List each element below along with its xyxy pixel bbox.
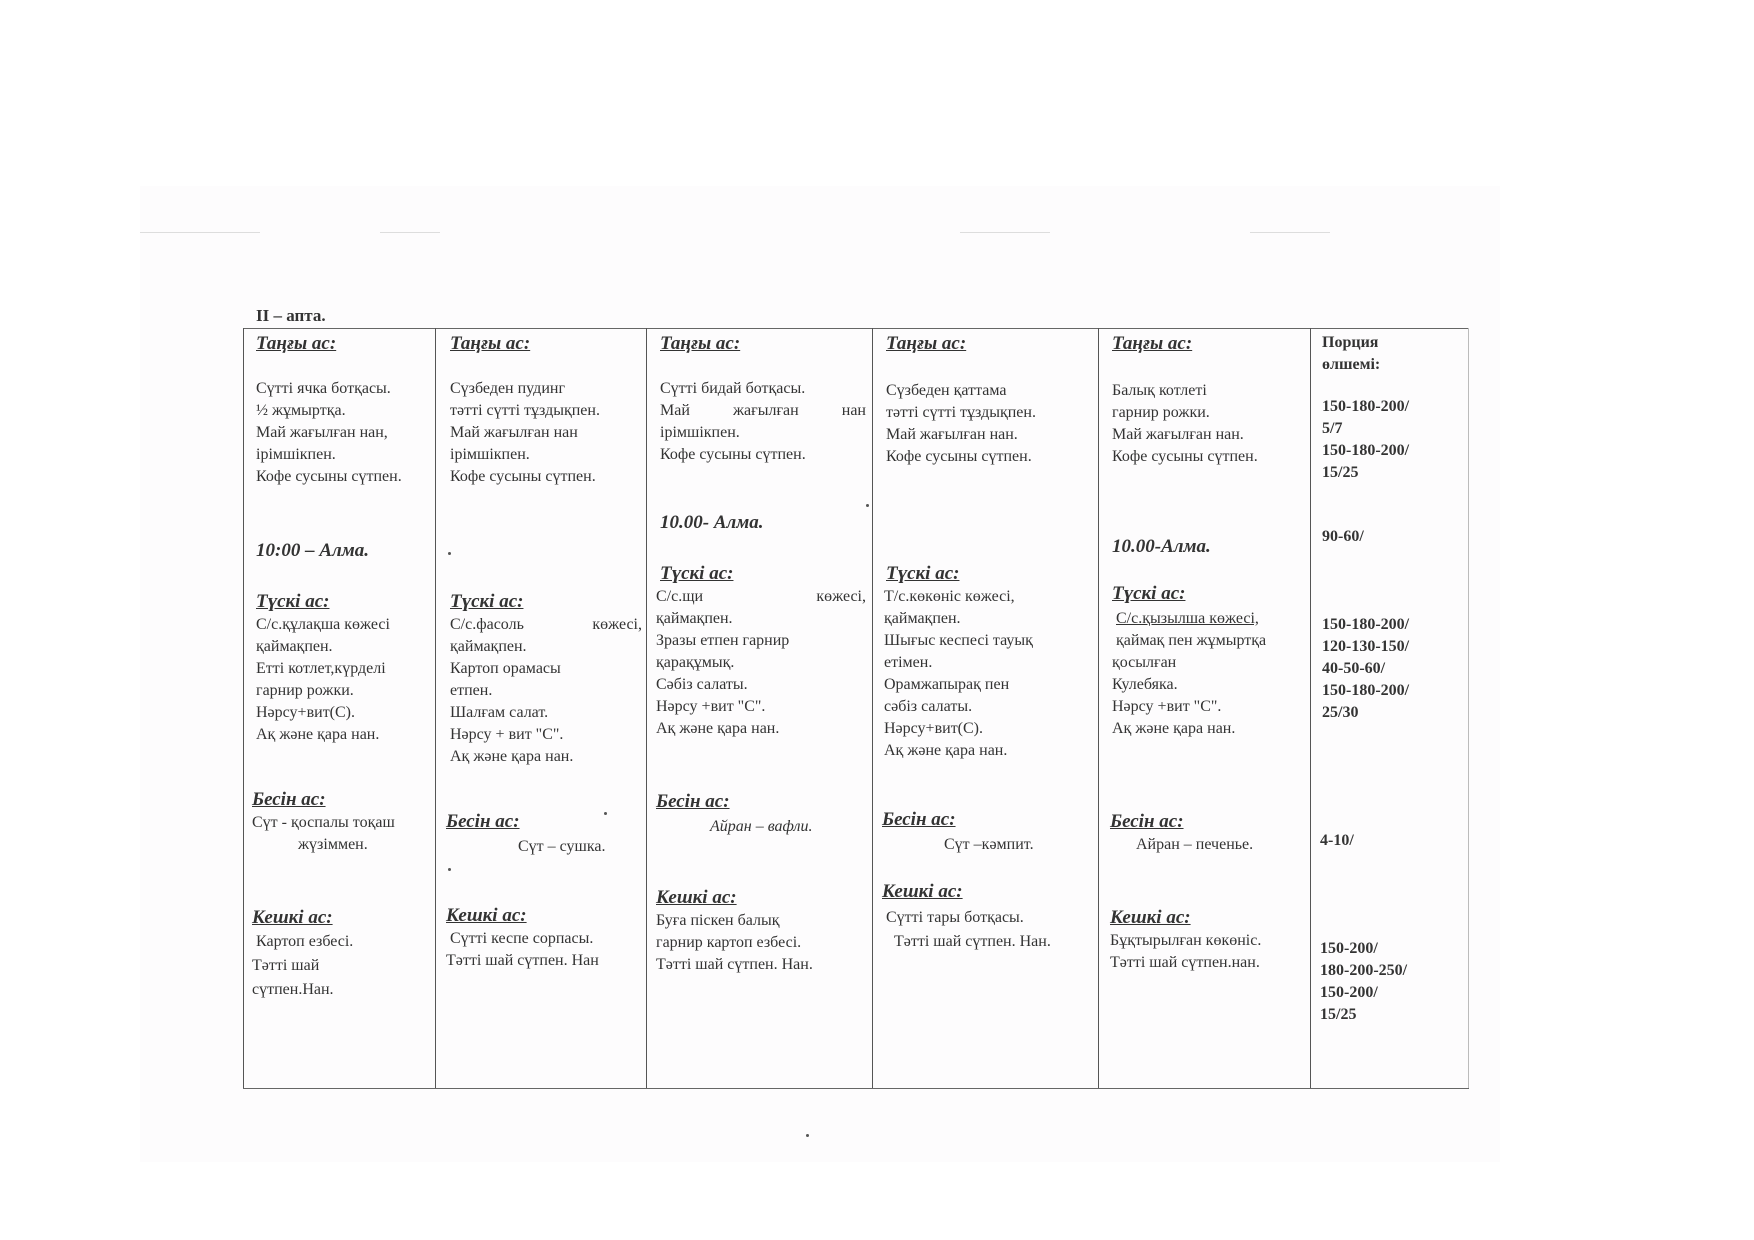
scan-artifact [960,232,1050,233]
menu-line: Шалғам салат. [450,704,549,721]
menu-line: Тәтті шай [252,957,320,974]
scan-speck [866,504,869,507]
lunch-heading: Түскі ас: [886,563,960,584]
scan-speck [806,1134,809,1137]
menu-line: қарақұмық. [656,654,735,671]
menu-line-justified [660,400,866,422]
breakfast-heading: Таңғы ас: [660,333,741,354]
breakfast-menu [450,378,600,488]
breakfast-menu [886,380,1036,468]
breakfast-heading: Таңғы ас: [256,333,337,354]
menu-word: көжесі, [592,616,642,633]
menu-line: Нәрсу+вит(С). [884,720,984,737]
afternoon-menu [1136,834,1253,856]
menu-line: қаймақпен. [450,638,527,655]
lunch-heading: Түскі ас: [256,591,330,612]
menu-line: Сүтті бидай ботқасы. [660,380,806,397]
portion-value: 120-130-150/ [1322,638,1410,655]
portion-snack [1322,526,1364,548]
menu-line: С/с.құлақша көжесі [256,616,390,633]
menu-line: Зразы етпен гарнир [656,632,790,649]
dinner-menu [886,906,1051,954]
menu-line: сүтпен.Нан. [252,981,334,998]
menu-line: С/с.қызылша көжесі, [1116,610,1259,627]
lunch-menu [450,614,642,768]
menu-line: ірімшікпен. [450,446,530,463]
menu-word: С/с.щи [656,588,704,605]
menu-line: Нәрсу +вит "С". [656,698,766,715]
menu-line: Кулебяка. [1112,676,1178,693]
menu-line: Ақ және қара нан. [256,726,380,743]
lunch-heading: Түскі ас: [1112,583,1186,604]
dinner-menu [656,910,813,976]
menu-line: Етті котлет,күрделі [256,660,386,677]
menu-line: Кофе сусыны сүтпен. [886,448,1032,465]
afternoon-heading: Бесін ас: [446,811,520,832]
menu-line: Буға піскен балық [656,912,780,929]
menu-line-justified [656,586,866,608]
portion-dinner [1320,938,1407,1026]
menu-line: тәтті сүтті тұздықпен. [450,402,600,419]
lunch-heading: Түскі ас: [660,563,734,584]
menu-line: Айран – вафли. [710,818,813,835]
afternoon-menu [518,836,606,858]
menu-line: Май жағылған нан. [1112,426,1244,443]
menu-line: Шығыс кеспесі тауық [884,632,1033,649]
menu-line: жүзіммен. [298,836,368,853]
menu-line: Нәрсу + вит "С". [450,726,564,743]
menu-line: Сүтті тары ботқасы. [886,909,1024,926]
menu-line: сәбіз салаты. [884,698,973,715]
menu-line: Сүт –кәмпит. [944,836,1034,853]
dinner-heading: Кешкі ас: [252,907,333,928]
menu-line: Ақ және қара нан. [884,742,1008,759]
menu-line: етпен. [450,682,493,699]
menu-line: Сүт – сушка. [518,838,606,855]
menu-line: Сүтті ячка ботқасы. [256,380,391,397]
snack-label: 10:00 – Алма. [256,540,370,561]
portion-afternoon [1320,830,1354,852]
dinner-heading: Кешкі ас: [1110,907,1191,928]
portion-value: 5/7 [1322,420,1343,437]
snack-label: 10.00- Алма. [660,512,764,533]
menu-line: ½ жұмыртқа. [256,402,346,419]
menu-line: Сүзбеден пудинг [450,380,565,397]
menu-line: етімен. [884,654,933,671]
snack-label: 10.00-Алма. [1112,536,1211,557]
dinner-menu [446,928,599,972]
menu-line: қаймақпен. [656,610,733,627]
menu-line: Сүзбеден қаттама [886,382,1007,399]
menu-line: Айран – печенье. [1136,836,1254,853]
breakfast-heading: Таңғы ас: [450,333,531,354]
week-title: II – апта. [256,306,326,325]
menu-line: гарнир рожки. [256,682,354,699]
scan-artifact [380,232,440,233]
portion-value: 15/25 [1322,464,1359,481]
portion-value: 150-200/ [1320,984,1378,1001]
menu-line: Кофе сусыны сүтпен. [256,468,402,485]
portion-value: 15/25 [1320,1006,1357,1023]
breakfast-menu [1112,380,1258,468]
portion-value: 40-50-60/ [1322,660,1386,677]
menu-line: Ақ және қара нан. [450,748,574,765]
menu-line: қаймақпен. [884,610,961,627]
menu-line: Сүтті кеспе сорпасы. [450,930,594,947]
portion-value: 4-10/ [1320,832,1354,849]
menu-line: Тәтті шай сүтпен. Нан. [656,956,813,973]
menu-line: Балық котлеті [1112,382,1207,399]
menu-word: жағылған [732,402,799,419]
dinner-menu [252,930,353,1002]
portion-lunch [1322,614,1409,724]
portion-value: 150-180-200/ [1322,398,1410,415]
afternoon-menu [944,834,1034,856]
menu-line: Картоп езбесі. [256,933,354,950]
menu-line: Картоп орамасы [450,660,561,677]
menu-line: Кофе сусыны сүтпен. [1112,448,1258,465]
menu-line: Бұқтырылған көкөніс. [1110,932,1262,949]
portion-value: 90-60/ [1322,528,1364,545]
afternoon-heading: Бесін ас: [1110,811,1184,832]
menu-line-justified [450,614,642,636]
dinner-menu [1110,930,1261,974]
menu-line: гарнир картоп езбесі. [656,934,802,951]
afternoon-menu [252,812,395,856]
dinner-heading: Кешкі ас: [882,881,963,902]
breakfast-menu [660,378,866,466]
menu-line: ірімшікпен. [660,424,740,441]
menu-line: Нәрсу +вит "С". [1112,698,1222,715]
portion-value: 25/30 [1322,704,1359,721]
breakfast-heading: Таңғы ас: [886,333,967,354]
menu-line: Тәтті шай сүтпен. Нан [446,952,599,969]
scan-speck [604,812,607,815]
menu-line: қаймақ пен жұмыртқа [1116,632,1267,649]
menu-line: Тәтті шай сүтпен.нан. [1110,954,1260,971]
portion-heading-line: Порция [1322,334,1379,351]
menu-line: ірімшікпен. [256,446,336,463]
portion-heading-line: өлшемі: [1322,356,1381,373]
menu-line: Май жағылған нан. [886,426,1018,443]
menu-word: Май [660,402,690,419]
table-bottom-rule [243,1088,1469,1089]
lunch-menu [256,614,390,746]
table-right-rule [1468,328,1469,1088]
menu-line: Сүт - қоспалы тоқаш [252,814,395,831]
afternoon-heading: Бесін ас: [252,789,326,810]
lunch-menu [884,586,1033,762]
menu-line: тәтті сүтті тұздықпен. [886,404,1036,421]
menu-line: Ақ және қара нан. [656,720,780,737]
portion-value: 150-180-200/ [1322,442,1410,459]
menu-line: Т/с.көкөніс көжесі, [884,588,1015,605]
menu-word: көжесі, [816,588,866,605]
menu-line: гарнир рожки. [1112,404,1210,421]
dinner-heading: Кешкі ас: [446,905,527,926]
portion-value: 150-200/ [1320,940,1378,957]
menu-line: Ақ және қара нан. [1112,720,1236,737]
portion-value: 150-180-200/ [1322,616,1410,633]
menu-word: С/с.фасоль [450,616,524,633]
portion-heading [1322,332,1380,376]
menu-line: Нәрсу+вит(С). [256,704,356,721]
breakfast-menu [256,378,402,488]
lunch-menu [656,586,866,740]
lunch-heading: Түскі ас: [450,591,524,612]
afternoon-heading: Бесін ас: [882,809,956,830]
menu-line: Май жағылған нан, [256,424,388,441]
menu-line: Кофе сусыны сүтпен. [660,446,806,463]
scan-artifact [140,232,260,233]
portion-breakfast [1322,396,1409,484]
afternoon-menu [710,816,812,838]
portion-value: 150-180-200/ [1322,682,1410,699]
menu-line: қаймақпен. [256,638,333,655]
menu-line: Тәтті шай сүтпен. Нан. [894,933,1051,950]
menu-line: Май жағылған нан [450,424,578,441]
menu-line: Сәбіз салаты. [656,676,748,693]
portion-value: 180-200-250/ [1320,962,1408,979]
menu-word: нан [841,402,866,419]
afternoon-heading: Бесін ас: [656,791,730,812]
scan-speck [448,868,451,871]
menu-line: Орамжапырақ пен [884,676,1010,693]
menu-line: Кофе сусыны сүтпен. [450,468,596,485]
scan-speck [448,552,451,555]
scan-artifact [1250,232,1330,233]
lunch-menu [1112,608,1266,740]
breakfast-heading: Таңғы ас: [1112,333,1193,354]
menu-line: қосылған [1112,654,1177,671]
dinner-heading: Кешкі ас: [656,887,737,908]
